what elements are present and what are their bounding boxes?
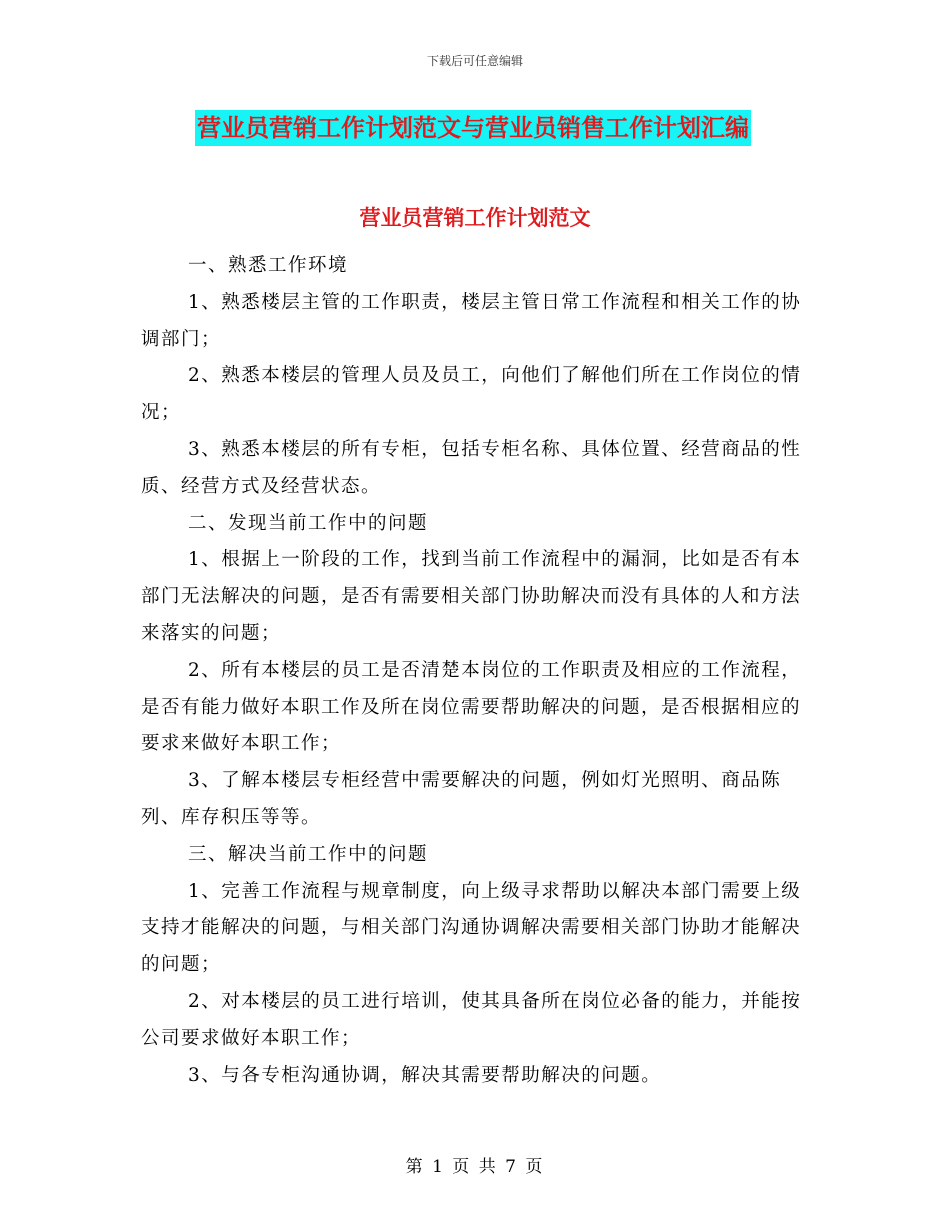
page-footer: 第 1 页 共 7 页 <box>405 1157 545 1177</box>
header-note: 下载后可任意编辑 <box>426 54 523 68</box>
paragraph: 2、对本楼层的员工进行培训，使其具备所在岗位必备的能力，并能按公司要求做好本职工作； <box>141 990 802 1049</box>
paragraph: 1、完善工作流程与规章制度，向上级寻求帮助以解决本部门需要上级支持才能解决的问题，与相关部门沟通协调解决需要相关部门协助才能解决的问题； <box>141 880 802 976</box>
paragraph: 2、熟悉本楼层的管理人员及员工，向他们了解他们所在工作岗位的情况； <box>141 365 802 424</box>
heading-3: 三、解决当前工作中的问题 <box>188 843 429 865</box>
document-body <box>141 248 806 1094</box>
heading-1: 一、熟悉工作环境 <box>188 255 349 276</box>
paragraph: 3、与各专柜沟通协调，解决其需要帮助解决的问题。 <box>188 1064 662 1086</box>
paragraph: 2、所有本楼层的员工是否清楚本岗位的工作职责及相应的工作流程，是否有能力做好本职工作及所在岗位需要帮助解决的问题，是否根据相应的要求来做好本职工作； <box>141 659 802 755</box>
paragraph: 1、熟悉楼层主管的工作职责，楼层主管日常工作流程和相关工作的协调部门； <box>141 291 802 350</box>
section-title: 营业员营销工作计划范文 <box>359 205 591 230</box>
heading-2: 二、发现当前工作中的问题 <box>188 512 429 534</box>
document-title: 营业员营销工作计划范文与营业员销售工作计划汇编 <box>195 110 751 146</box>
paragraph: 3、了解本楼层专柜经营中需要解决的问题，例如灯光照明、商品陈列、库存积压等等。 <box>141 770 782 828</box>
paragraph: 3、熟悉本楼层的所有专柜，包括专柜名称、具体位置、经营商品的性质、经营方式及经营状态。 <box>141 438 802 497</box>
paragraph: 1、根据上一阶段的工作，找到当前工作流程中的漏洞，比如是否有本部门无法解决的问题，是否有需要相关部门协助解决而没有具体的人和方法来落实的问题； <box>141 549 802 644</box>
